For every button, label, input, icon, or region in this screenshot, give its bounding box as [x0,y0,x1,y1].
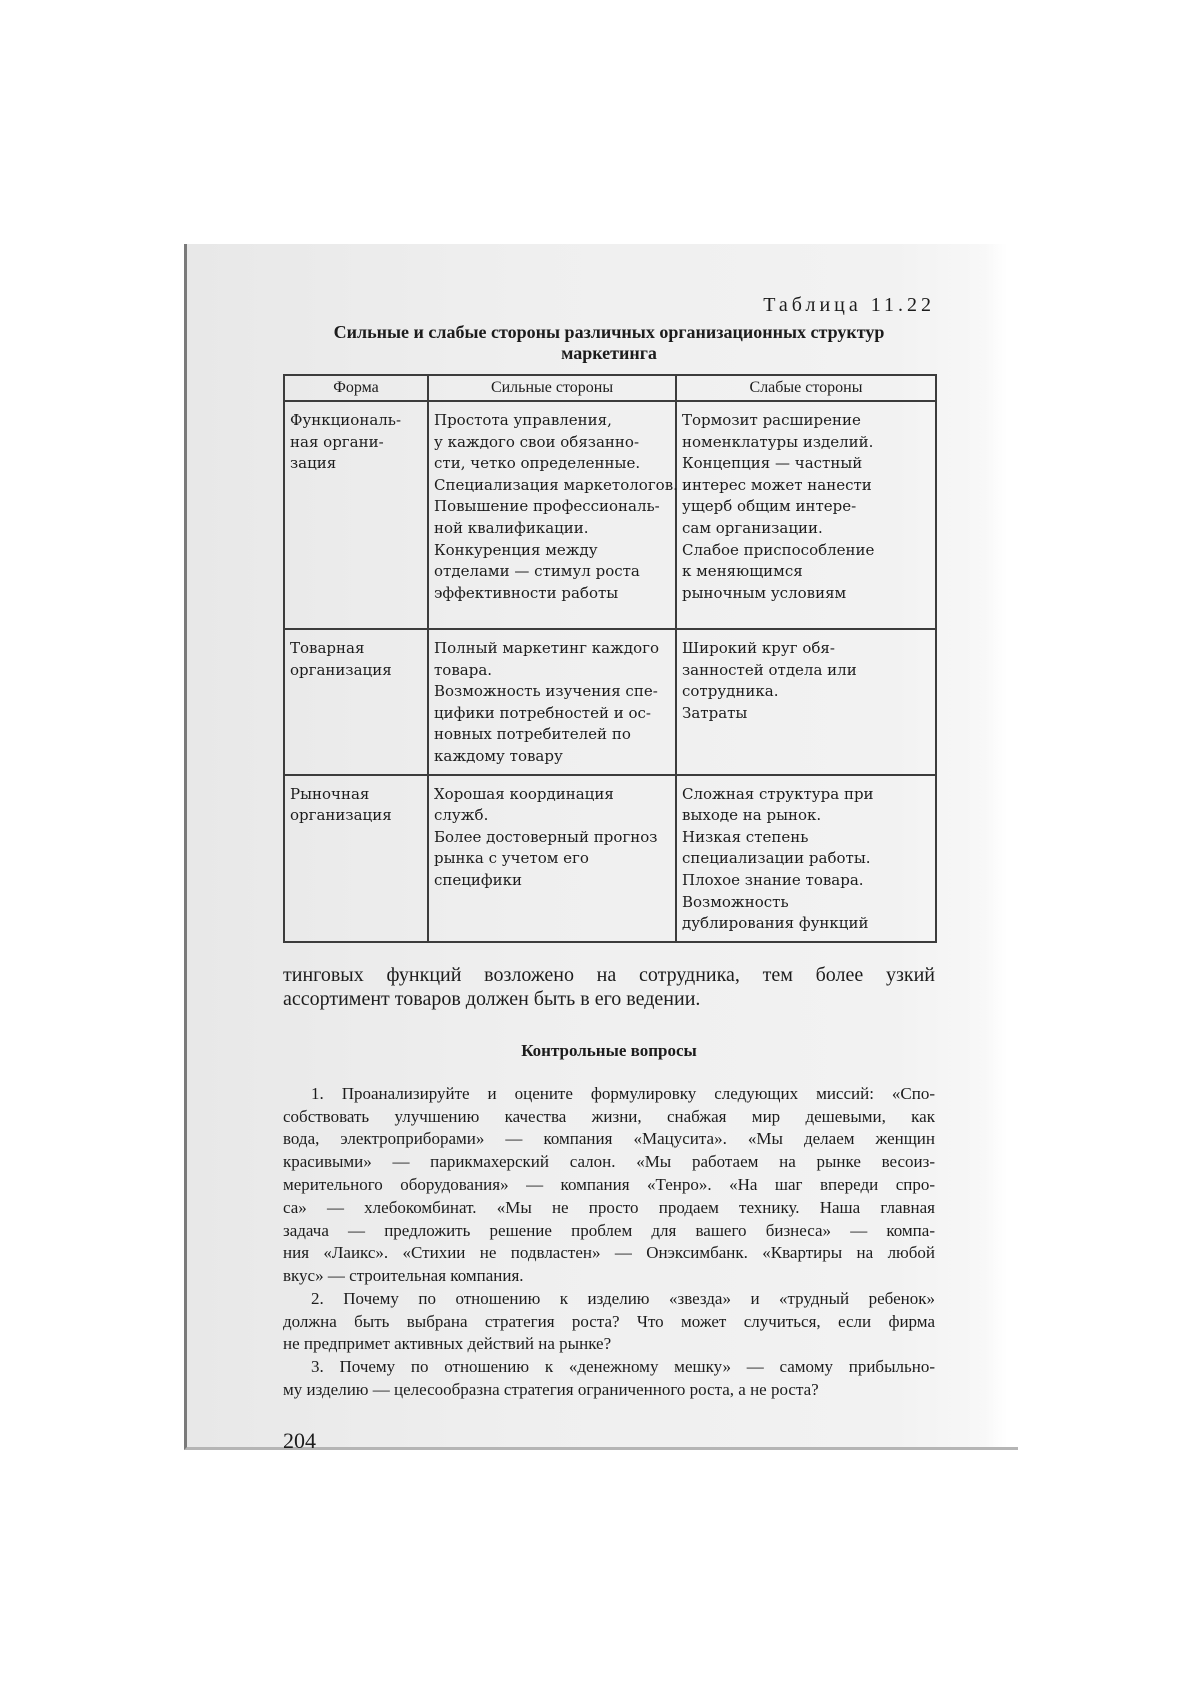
cell-line: Товарная [290,639,365,657]
cell-line: Конкуренция между [434,540,598,559]
questions-heading: Контрольные вопросы [521,1040,697,1060]
cell-line: Слабое приспособление [682,540,875,559]
question-item [283,1356,935,1402]
header-weaknesses: Слабые стороны [676,375,936,401]
cell-line: специализации работы. [682,849,871,868]
question-line: красивыми» — парикмахерский салон. «Мы работаем на рынке весоиз- [283,1152,935,1172]
cell-line: сотрудника. [682,682,779,701]
book-page [184,244,1018,1453]
page-edge-shadow [984,244,1018,1447]
cell-line: Полный маркетинг каждого [434,639,659,657]
question-item [283,1083,935,1288]
cell-line: цифики потребностей и ос- [434,703,651,722]
cell-line: каждому товару [434,746,563,765]
cell-line: Специализация маркетологов. [434,475,678,494]
page-content [283,292,935,1454]
cell-line: Хорошая координация [434,784,614,803]
cell-line: Тормозит расширение [682,411,861,429]
question-line: собствовать улучшению качества жизни, снабжая мир дешевыми, как [283,1106,935,1126]
cell-line: служб. [434,806,489,825]
table-row [284,775,936,942]
cell-line: организация [290,806,392,825]
question-line: ния «Лаикс». «Стихии не подвластен» — Онэксимбанк. «Квартиры на любой [283,1243,935,1263]
cell-form [284,629,428,775]
question-line: не предпримет активных действий на рынке? [283,1334,612,1354]
question-line: вкус» — строительная компания. [283,1266,524,1286]
table-row [284,629,936,775]
cell-line: зация [290,454,337,473]
cell-line: рынка с учетом его [434,849,589,868]
question-line: должна быть выбрана стратегия роста? Что может случиться, если фирма [283,1311,935,1331]
cell-line: сти, четко определенные. [434,454,641,473]
cell-line: рыночным условиям [682,583,847,602]
question-line: вода, электроприборами» — компания «Мацусита». «Мы делаем женщин [283,1129,935,1149]
cell-strengths [428,401,676,629]
cell-line: у каждого свои обязанно- [434,432,640,451]
cell-line: Повышение профессиональ- [434,497,660,516]
cell-line: специфики [434,870,523,889]
cell-weaknesses [676,629,936,775]
question-line: 2. Почему по отношению к изделию «звезда» и «трудный ребенок» [311,1288,935,1308]
cell-line: номенклатуры изделий. [682,432,874,451]
cell-weaknesses [676,775,936,942]
header-form: Форма [284,375,428,401]
table-row [284,401,936,629]
question-line: мерительного оборудования» — компания «Тенро». «На шаг впереди спро- [283,1174,935,1194]
question-line: му изделию — целесообразна стратегия ограниченного роста, а не роста? [283,1380,819,1400]
table-body [284,401,936,942]
cell-line: Широкий круг обя- [682,639,835,657]
cell-line: Более достоверный прогноз [434,827,658,846]
cell-strengths [428,775,676,942]
questions-list [283,1083,935,1402]
cell-line: Простота управления, [434,411,612,429]
cell-line: интерес может нанести [682,475,872,494]
cell-line: ущерб общим интере- [682,497,857,516]
cell-line: выходе на рынок. [682,806,822,825]
cell-line: Рыночная [290,784,370,803]
question-line: задача — предложить решение проблем для вашего бизнеса» — компа- [283,1220,935,1240]
cell-line: организация [290,660,392,679]
cell-line: Сложная структура при [682,784,874,803]
cell-line: Возможность [682,892,789,911]
cell-line: эффективности работы [434,583,619,602]
question-line: 3. Почему по отношению к «денежному мешку» — самому прибыльно- [311,1357,935,1377]
cell-line: ной квалификации. [434,518,589,537]
question-item [283,1288,935,1356]
table-title-line: маркетинга [561,343,657,363]
cell-line: Низкая степень [682,827,809,846]
page-number: 204 [283,1427,316,1453]
cell-strengths [428,629,676,775]
cell-form [284,401,428,629]
table-title [283,322,935,364]
cell-line: товара. [434,660,493,679]
cell-weaknesses [676,401,936,629]
strengths-weaknesses-table [283,374,937,943]
cell-form [284,775,428,942]
cell-line: Концепция — частный [682,454,863,473]
cell-line: Затраты [682,703,748,722]
question-line: са» — хлебокомбинат. «Мы не просто продаем технику. Наша главная [283,1197,935,1217]
question-line: 1. Проанализируйте и оцените формулировку следующих миссий: «Спо- [311,1083,935,1103]
cell-line: к меняющимся [682,562,803,581]
cell-line: новных потребителей по [434,725,631,744]
text-line: тинговых функций возложено на сотрудника, тем более узкий [283,963,935,986]
header-strengths: Сильные стороны [428,375,676,401]
cell-line: Функциональ- [290,411,402,429]
cell-line: Плохое знание товара. [682,870,864,889]
cell-line: ная органи- [290,432,384,451]
table-title-line: Сильные и слабые стороны различных организационных структур [333,322,885,342]
cell-line: занностей отдела или [682,660,857,679]
cell-line: дублирования функций [682,914,869,933]
cell-line: Возможность изучения спе- [434,682,658,701]
cell-line: отделами — стимул роста [434,562,640,581]
table-header-row [284,375,936,401]
continuation-paragraph [283,963,935,1011]
cell-line: сам организации. [682,518,823,537]
table-number: Таблица 11.22 [763,294,935,316]
text-line: ассортимент товаров должен быть в его ведении. [283,987,701,1010]
